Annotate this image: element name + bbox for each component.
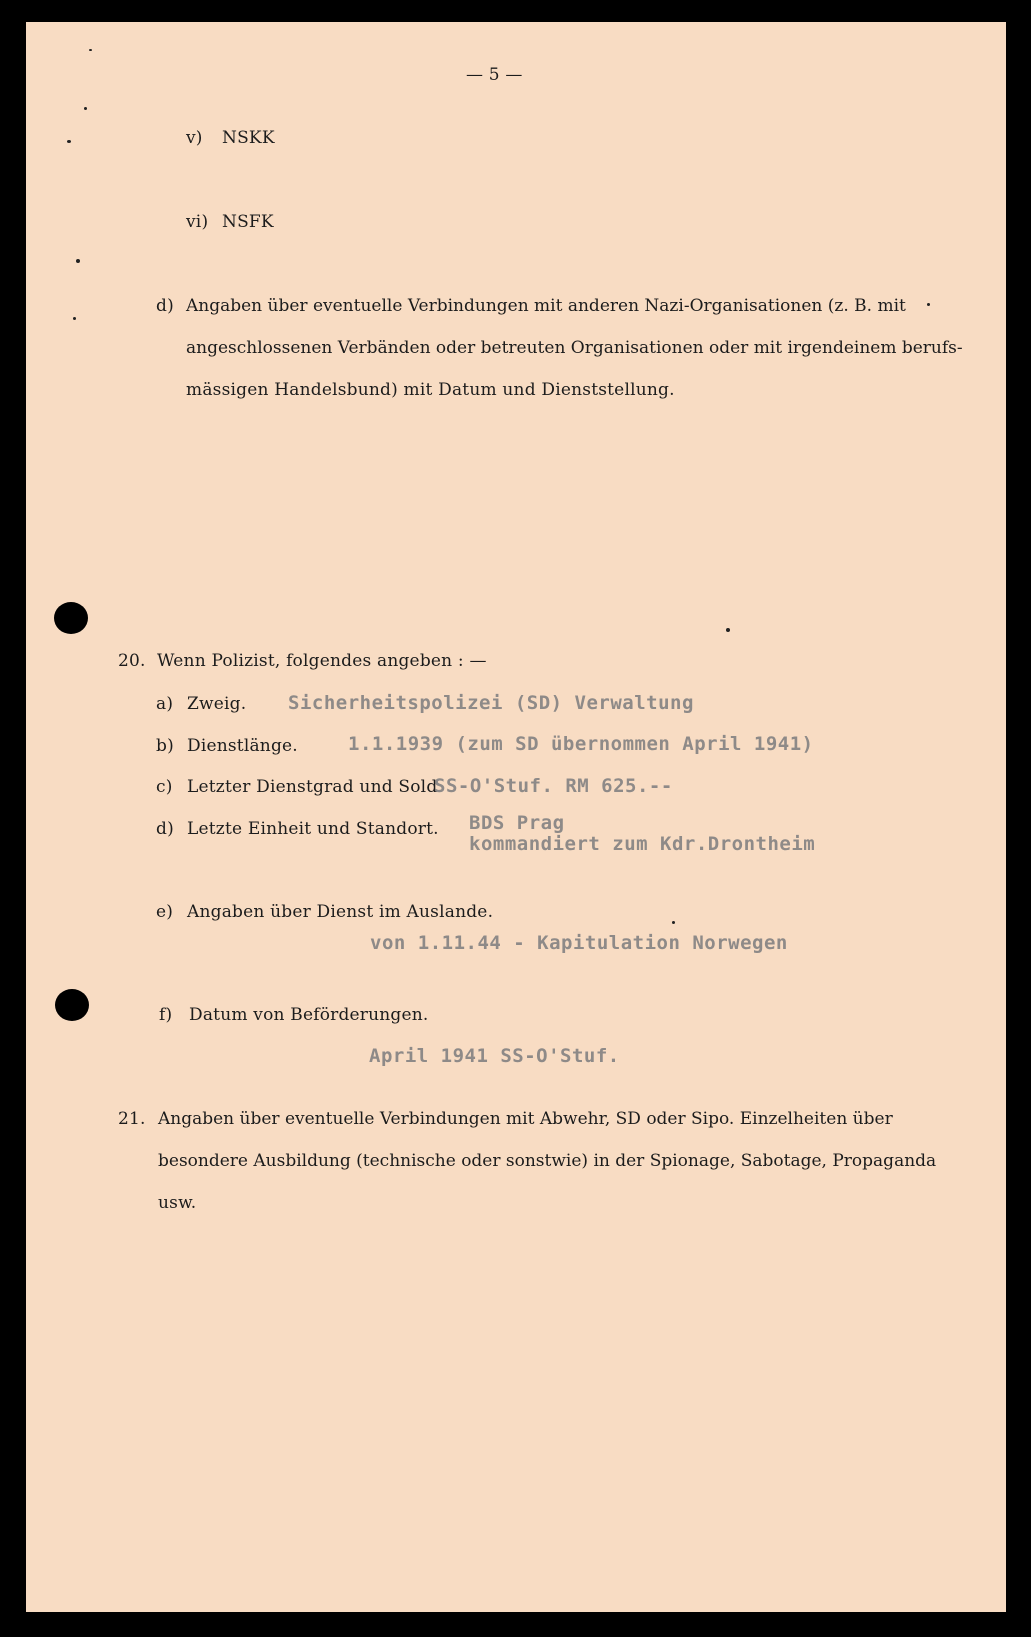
- punch-hole-bottom: [55, 989, 89, 1021]
- paper-speck: [927, 303, 930, 306]
- item-d-line1: Angaben über eventuelle Verbindungen mit anderen Nazi-Organisationen (z. B. mit: [186, 296, 906, 316]
- paper-speck: [84, 107, 87, 110]
- punch-hole-top: [54, 602, 88, 634]
- q20-a-text: Zweig.: [187, 694, 247, 714]
- q20-f-label: f): [159, 1005, 173, 1025]
- q21-line1: Angaben über eventuelle Verbindungen mit Abwehr, SD oder Sipo. Einzelheiten über: [158, 1109, 893, 1129]
- page-number: — 5 —: [466, 65, 523, 85]
- q20-e-label: e): [156, 902, 174, 922]
- q20-a-label: a): [156, 694, 174, 714]
- paper-speck: [672, 921, 675, 924]
- q20-c-label: c): [156, 777, 173, 797]
- q20-c-answer: SS-O'Stuf. RM 625.--: [434, 775, 673, 797]
- q20-e-text: Angaben über Dienst im Auslande.: [187, 902, 494, 922]
- item-v-label: v): [186, 128, 203, 148]
- q21-line3: usw.: [158, 1193, 197, 1213]
- q20-e-answer: von 1.11.44 - Kapitulation Norwegen: [370, 932, 788, 954]
- item-v-text: NSKK: [222, 128, 275, 148]
- q21-number: 21.: [118, 1109, 146, 1129]
- q20-d-label: d): [156, 819, 174, 839]
- item-vi-text: NSFK: [222, 212, 274, 232]
- item-d-line3: mässigen Handelsbund) mit Datum und Dienststellung.: [186, 380, 675, 400]
- q20-number: 20.: [118, 651, 146, 671]
- q20-d-answer-line2: kommandiert zum Kdr.Drontheim: [469, 833, 816, 855]
- paper-speck: [76, 259, 80, 263]
- q20-f-answer: April 1941 SS-O'Stuf.: [369, 1045, 620, 1067]
- item-d-line2: angeschlossenen Verbänden oder betreuten Organisationen oder mit irgendeinem berufs-: [186, 338, 963, 358]
- paper-speck: [726, 628, 730, 632]
- q20-title: Wenn Polizist, folgendes angeben : —: [157, 651, 487, 671]
- q20-f-text: Datum von Beförderungen.: [189, 1005, 429, 1025]
- q20-b-label: b): [156, 736, 174, 756]
- item-vi-label: vi): [186, 212, 209, 232]
- q20-d-text: Letzte Einheit und Standort.: [187, 819, 439, 839]
- paper-speck: [67, 140, 71, 143]
- q20-b-answer: 1.1.1939 (zum SD übernommen April 1941): [348, 733, 814, 755]
- item-d-label: d): [156, 296, 174, 316]
- q20-d-answer-line1: BDS Prag: [469, 812, 565, 834]
- q20-c-text: Letzter Dienstgrad und Sold.: [187, 777, 444, 797]
- q20-a-answer: Sicherheitspolizei (SD) Verwaltung: [288, 692, 694, 714]
- paper-speck: [89, 49, 92, 51]
- q20-b-text: Dienstlänge.: [187, 736, 298, 756]
- document-page: [26, 22, 1006, 1612]
- q21-line2: besondere Ausbildung (technische oder sonstwie) in der Spionage, Sabotage, Propaganda: [158, 1151, 937, 1171]
- paper-speck: [73, 317, 76, 320]
